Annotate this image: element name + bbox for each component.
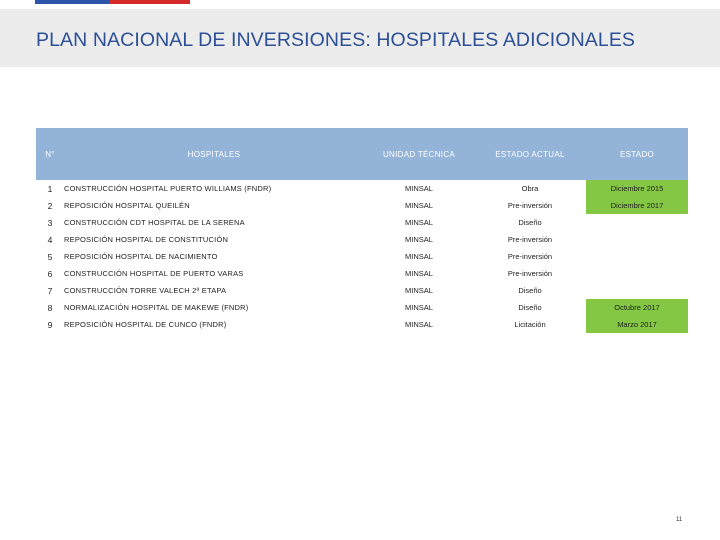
cell-num: 3 [47,217,53,228]
flag-stripe [35,0,190,4]
cell-estado: Octubre 2017 [586,299,688,316]
cell-estado-actual: Obra [521,184,539,193]
table-row [36,265,688,282]
cell-estado: Diciembre 2017 [586,197,688,214]
cell-unidad: MINSAL [405,201,433,210]
cell-unidad: MINSAL [405,218,433,227]
cell-unidad: MINSAL [405,303,433,312]
table-body [36,180,688,333]
cell-estado-actual: Diseño [518,303,542,312]
cell-estado-actual: Pre-inversión [507,252,553,261]
table-row [36,316,688,333]
table-row [36,197,688,214]
cell-estado [586,214,688,231]
cell-hospital: REPOSICIÓN HOSPITAL QUEILÉN [64,201,190,210]
header-unidad: UNIDAD TÉCNICA [364,128,474,180]
header-estado: ESTADO [586,128,688,180]
table-row [36,180,688,197]
cell-estado-actual: Pre-inversión [507,235,553,244]
page-number: 11 [676,517,683,523]
hospitals-table-wrap [36,128,688,333]
header-hospitales: HOSPITALES [64,128,364,180]
cell-estado-actual: Licitación [514,320,546,329]
cell-estado [586,282,688,299]
table-row [36,248,688,265]
cell-hospital: CONSTRUCCIÓN HOSPITAL PUERTO WILLIAMS (FNDR) [64,184,272,193]
cell-hospital: CONSTRUCCIÓN TORRE VALECH 2ª ETAPA [64,286,227,295]
cell-hospital: REPOSICIÓN HOSPITAL DE NACIMIENTO [64,252,218,261]
cell-estado-actual: Diseño [518,286,542,295]
cell-unidad: MINSAL [405,320,433,329]
cell-hospital: CONSTRUCCIÓN CDT HOSPITAL DE LA SERENA [64,218,245,227]
table-row [36,231,688,248]
cell-num: 2 [47,200,53,211]
table-row [36,299,688,316]
cell-num: 7 [47,285,53,296]
cell-unidad: MINSAL [405,286,433,295]
table-row [36,214,688,231]
cell-hospital: REPOSICIÓN HOSPITAL DE CONSTITUCIÓN [64,235,229,244]
page-title: PLAN NACIONAL DE INVERSIONES: HOSPITALES ADICIONALES [36,29,636,51]
cell-num: 9 [47,319,53,330]
cell-estado-actual: Pre-inversión [507,269,553,278]
flag-blue [35,0,110,4]
hospitals-table [36,128,688,333]
table-header-row [36,128,688,180]
cell-estado: Diciembre 2015 [586,180,688,197]
header-actual: ESTADO ACTUAL [474,128,586,180]
cell-num: 5 [47,251,53,262]
cell-estado [586,265,688,282]
flag-red [110,0,190,4]
cell-unidad: MINSAL [405,235,433,244]
cell-hospital: NORMALIZACIÓN HOSPITAL DE MAKEWE (FNDR) [64,303,249,312]
cell-hospital: CONSTRUCCIÓN HOSPITAL DE PUERTO VARAS [64,269,244,278]
cell-num: 8 [47,302,53,313]
cell-num: 4 [47,234,53,245]
cell-num: 6 [47,268,53,279]
cell-estado [586,248,688,265]
cell-estado-actual: Diseño [518,218,542,227]
cell-estado-actual: Pre-inversión [507,201,553,210]
cell-unidad: MINSAL [405,184,433,193]
table-row [36,282,688,299]
cell-num: 1 [47,183,53,194]
cell-estado: Marzo 2017 [586,316,688,333]
cell-unidad: MINSAL [405,252,433,261]
cell-unidad: MINSAL [405,269,433,278]
cell-hospital: REPOSICIÓN HOSPITAL DE CUNCO (FNDR) [64,320,227,329]
header-num: N° [36,128,64,180]
cell-estado [586,231,688,248]
